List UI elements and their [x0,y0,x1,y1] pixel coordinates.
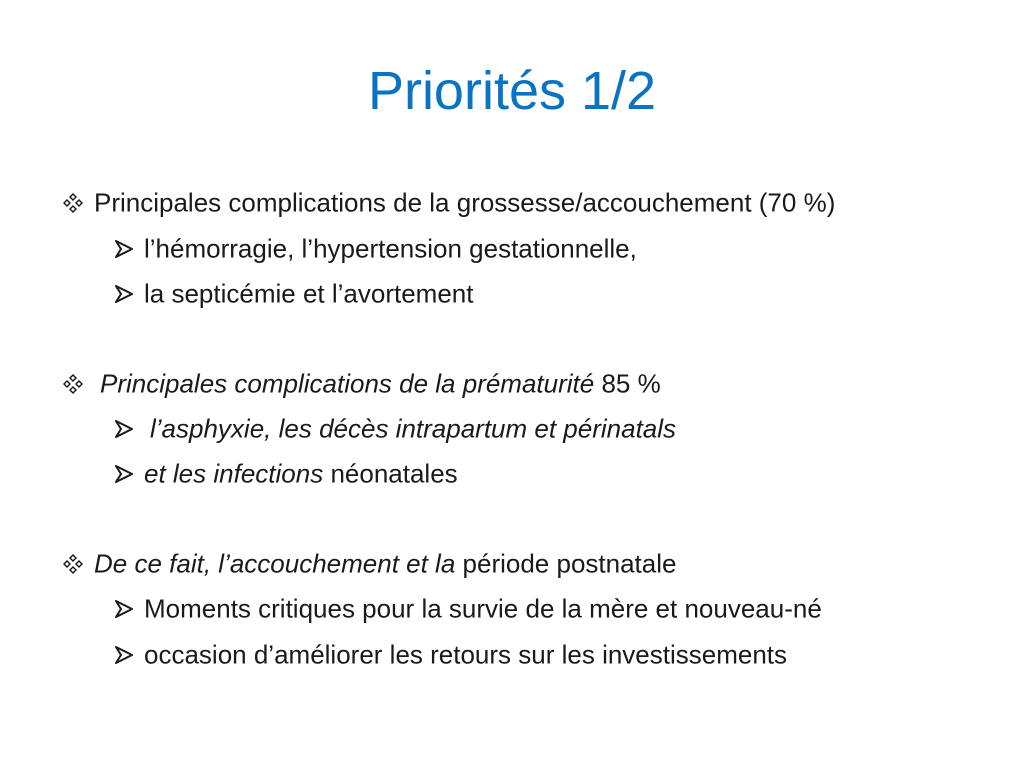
four-diamond-bullet-icon [62,553,84,575]
bullet-item-complications-prematurite [62,367,661,400]
arrow-bullet-icon [114,239,134,259]
sub-bullet-infections [114,457,458,490]
arrow-bullet-icon [114,464,134,484]
sub-bullet-hemorragie [114,232,637,265]
sub-bullet-text: occasion d’améliorer les retours sur les investissements [144,639,788,670]
sub-bullet-septicemie [114,277,473,310]
sub-bullet-text: néonatales [323,458,458,489]
slide-title: Priorités 1/2 [367,61,657,121]
four-diamond-bullet-icon [62,373,84,395]
bullet-text-italic: De ce fait, l’accouchement et la [94,548,456,579]
bullet-text: Principales complications de la grossesse/accouchement (70 %) [94,187,836,218]
arrow-bullet-icon [114,419,134,439]
bullet-text-italic: Principales complications de la prématurité [100,368,595,399]
sub-bullet-occasion [114,638,787,671]
sub-bullet-moments-critiques [114,592,822,625]
sub-bullet-text: l’hémorragie, l’hypertension gestationnelle, [144,233,637,264]
bullet-item-periode-postnatale [62,547,676,580]
arrow-bullet-icon [114,645,134,665]
arrow-bullet-icon [114,599,134,619]
sub-bullet-asphyxie [114,412,676,445]
sub-bullet-text-italic: l’asphyxie, les décès intrapartum et périnatals [150,413,677,444]
arrow-bullet-icon [114,284,134,304]
sub-bullet-text-italic: et les infections [144,458,324,489]
sub-bullet-text: la septicémie et l’avortement [144,278,474,309]
bullet-item-complications-grossesse [62,186,835,219]
sub-bullet-text: Moments critiques pour la survie de la mère et nouveau-né [144,593,822,624]
bullet-text: période postnatale [455,548,677,579]
bullet-text-value: 85 % [594,368,661,399]
four-diamond-bullet-icon [62,192,84,214]
